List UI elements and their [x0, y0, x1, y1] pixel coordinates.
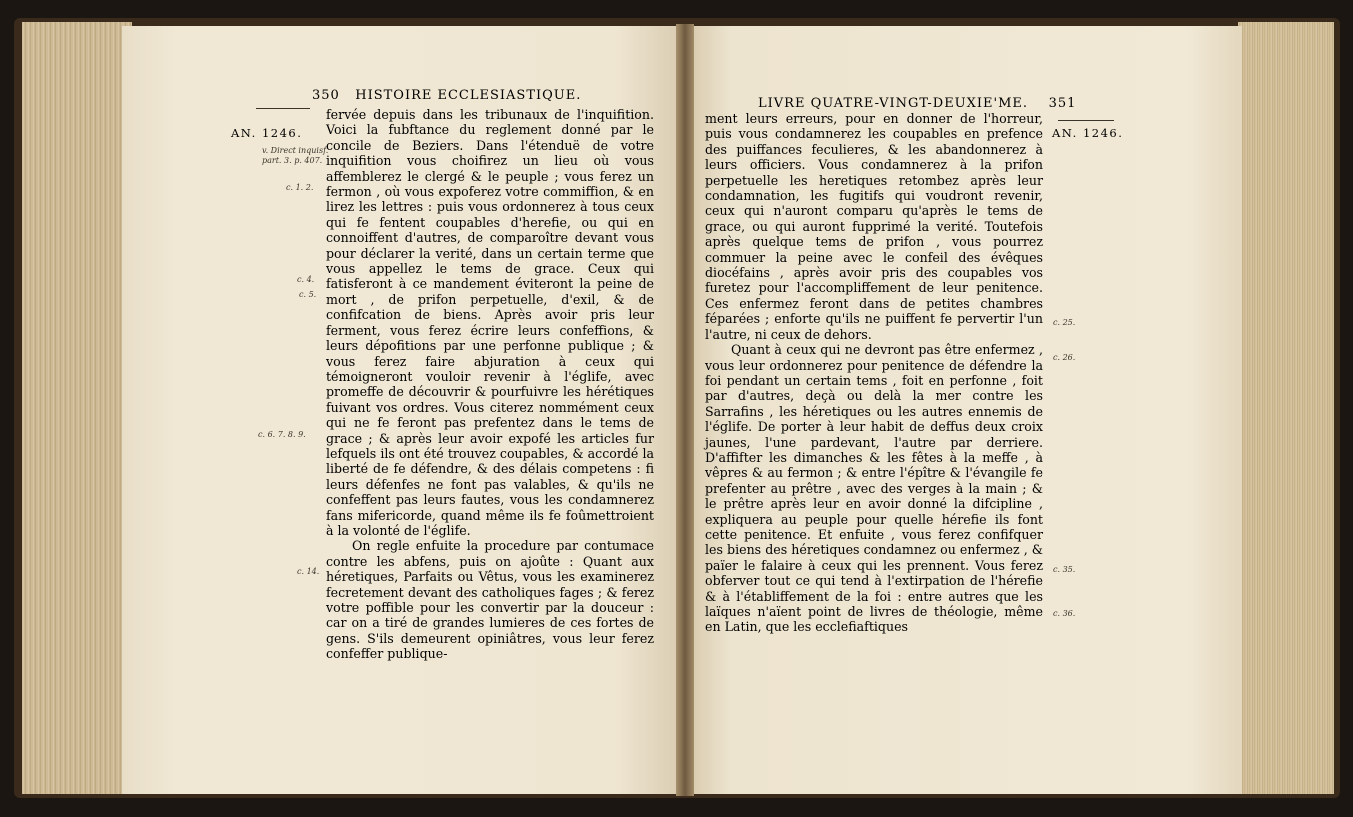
- margin-note-ref2: part. 3. p. 407.: [262, 156, 323, 165]
- right-year-label: AN. 1246.: [1052, 126, 1124, 140]
- left-running-title: HISTOIRE ECCLESIASTIQUE.: [355, 88, 582, 103]
- left-page-number: 350: [312, 88, 340, 103]
- margin-note-c4: c. 4.: [297, 275, 315, 284]
- margin-note-c5: c. 5.: [299, 290, 317, 299]
- book-gutter: [676, 24, 694, 796]
- right-page-number: 351: [1048, 96, 1077, 111]
- margin-note-c25: c. 25.: [1053, 318, 1076, 327]
- margin-note-c36: c. 36.: [1053, 609, 1076, 618]
- right-running-head: [758, 96, 1076, 111]
- left-page-text: [326, 107, 654, 662]
- left-year-rule: [256, 108, 310, 109]
- right-page-text: [705, 111, 1043, 635]
- left-paragraph-1: fervée depuis dans les tribunaux de l'inquifition. Voici la fubftance du reglement donné par le concile de Beziers. Dans l'étenduë de votre inquifition vous choifirez un lieu où vous affemblerez le clergé & le peuple ; vous ferez un fermon , où vous expoferez votre commiffion, & en lirez les lettres : puis vous ordonnerez à tous ceux qui fe fentent coupables d'herefie, ou qui en connoiffent d'autres, de comparoître devant vous pour déclarer la verité, dans un certain terme que vous appellez le tems de grace. Ceux qui fatisferont à ce mandement éviteront la peine de mort , de prifon perpetuelle, d'exil, & de confifcation de biens. Après avoir pris leur ferment, vous ferez écrire leurs confeffions, & leurs dépofitions par une perfonne publique ; & vous ferez faire abjuration à ceux qui témoigneront vouloir revenir à l'églife, avec promeffe de découvrir & pourfuivre les hérétiques fuivant vos ordres. Vous citerez nommément ceux qui ne fe feront pas prefentez dans le tems de grace ; & après leur avoir expofé les articles fur lefquels ils ont été trouvez coupables, & accordé la liberté de fe défendre, & des délais competens : fi leurs défenfes ne font pas valables, & qu'ils ne confeffent pas leurs fautes, vous les condamnerez fans mifericorde, quand même ils fe foûmettroient à la volonté de l'églife.: [326, 107, 654, 538]
- right-paragraph-1: ment leurs erreurs, pour en donner de l'horreur, puis vous condamnerez les coupables en prefence des puiffances feculieres, & les abandonnerez à leurs officiers. Vous condamnerez à la prifon perpetuelle les heretiques retombez après leur condamnation, les fugitifs qui voudront revenir, ceux qui n'auront comparu qu'après le tems de grace, ou qui auront fupprimé la verité. Toutefois après quelque tems de prifon , vous pourrez commuer la peine avec le confeil des évêques diocéfains , après avoir pris des coupables vos furetez pour l'accompliffement de leur penitence. Ces enfermez feront dans de petites chambres féparées ; enforte qu'ils ne puiffent fe pervertir l'un l'autre, ni ceux de dehors.: [705, 111, 1043, 342]
- right-page-edges: [1238, 22, 1334, 794]
- right-year-rule: [1058, 120, 1114, 121]
- margin-note-c26: c. 26.: [1053, 353, 1076, 362]
- margin-note-c12: c. 1. 2.: [286, 183, 314, 192]
- left-year-label: AN. 1246.: [231, 126, 303, 140]
- left-paragraph-2: On regle enfuite la procedure par contumace contre les abfens, puis on ajoûte : Quant aux héretiques, Parfaits ou Vêtus, vous les examinerez fecretement devant des catholiques fages ; & ferez votre poffible pour les convertir par la douceur : car on a tiré de grandes lumieres de ces fortes de gens. S'ils demeurent opiniâtres, vous leur ferez confeffer publique-: [326, 538, 654, 662]
- left-page-edges: [22, 22, 132, 794]
- right-running-title: LIVRE QUATRE-VINGT-DEUXIE'ME.: [758, 96, 1029, 111]
- right-paragraph-2: Quant à ceux qui ne devront pas être enfermez , vous leur ordonnerez pour penitence de défendre la foi pendant un certain tems , foit en perfonne , foit par d'autres, deçà ou delà la mer contre les Sarrafins , les héretiques ou les autres ennemis de l'églife. De porter à leur habit de deffus deux croix jaunes, l'une pardevant, l'autre par derriere. D'affifter les dimanches & les fêtes à la meffe , à vêpres & au fermon ; & entre l'épître & l'évangile fe prefenter au prêtre , avec des verges à la main ; & le prêtre après leur en avoir donné la difcipline , expliquera au peuple pour quelle hérefie ils font cette penitence. Et enfuite , vous ferez confifquer les biens des héretiques condamnez ou enfermez , & païer le falaire à ceux qui les prennent. Vous ferez obferver tout ce qui tend à l'extirpation de l'hérefie & à l'établiffement de la foi : entre autres que les laïques n'aïent point de livres de théologie, même en Latin, que les ecclefiaftiques: [705, 342, 1043, 635]
- left-running-head: [312, 88, 581, 103]
- margin-note-c35: c. 35.: [1053, 565, 1076, 574]
- margin-note-ref1: v. Direct inquisf.: [262, 146, 329, 155]
- margin-note-c14: c. 14.: [297, 567, 320, 576]
- margin-note-c6789: c. 6. 7. 8. 9.: [258, 430, 306, 439]
